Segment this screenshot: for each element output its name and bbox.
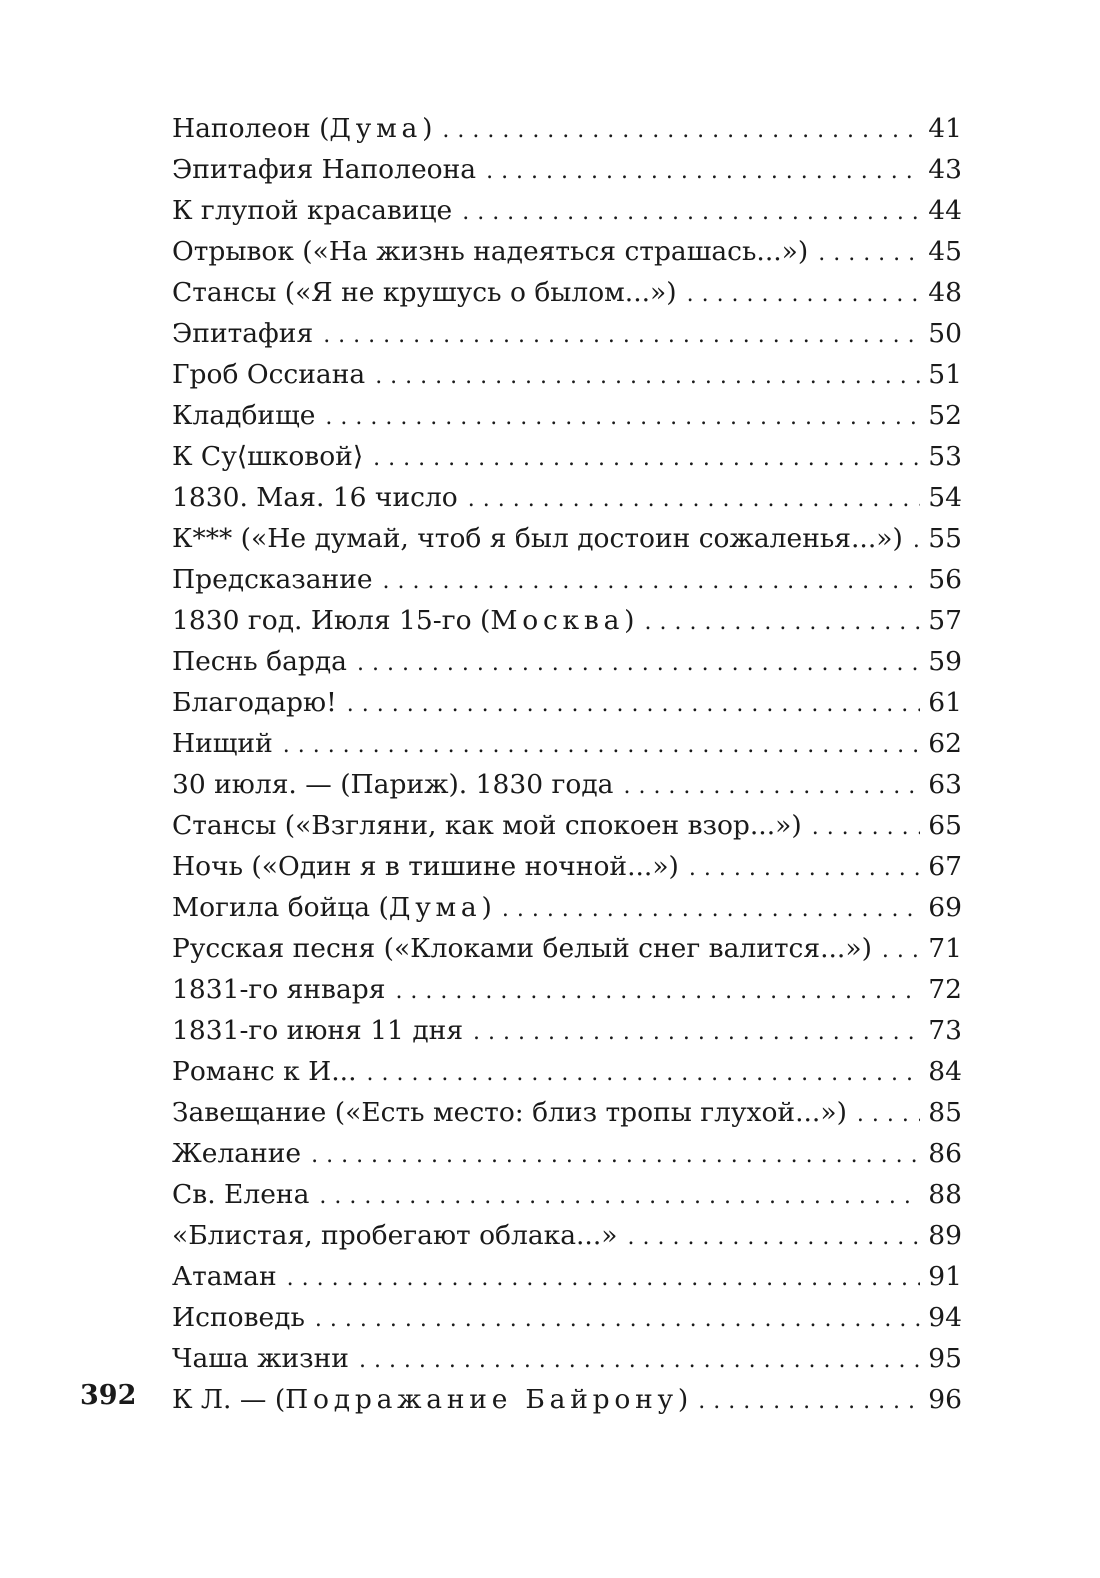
toc-entry-title (172, 1338, 349, 1379)
toc-entry (172, 559, 962, 600)
toc-entry-page: 59 (928, 646, 962, 677)
toc-entry-page: 96 (928, 1384, 962, 1415)
toc-entry-title (172, 600, 635, 641)
toc-entry-page: 43 (928, 154, 962, 185)
toc-entry-title-text: Эпитафия (172, 318, 314, 349)
toc-entry (172, 805, 962, 846)
dot-leader (687, 274, 920, 315)
toc-entry-page: 86 (928, 1138, 962, 1169)
toc-entry-title (172, 969, 385, 1010)
toc-entry (172, 1256, 962, 1297)
toc-entry-page: 44 (928, 195, 962, 226)
toc-entry (172, 149, 962, 190)
toc-entry-title-text: К глупой красавице (172, 195, 453, 226)
toc-entry-title-text: Желание (172, 1138, 302, 1169)
toc-entry (172, 354, 962, 395)
toc-entry-page: 69 (928, 892, 962, 923)
toc-entry-title-text: Гроб Оссиана (172, 359, 366, 390)
dot-leader (882, 930, 920, 971)
dot-leader (623, 766, 920, 807)
toc-entry-title-text: 1830 год. Июля 15-го ( (172, 605, 491, 636)
toc-entry-page: 67 (928, 851, 962, 882)
toc-entry-title-text: Кладбище (172, 400, 316, 431)
toc-entry-page: 50 (928, 318, 962, 349)
dot-leader (812, 807, 920, 848)
toc-entry-title-spaced: Дума (388, 892, 482, 923)
dot-leader (319, 1176, 920, 1217)
toc-entry (172, 641, 962, 682)
toc-entry (172, 846, 962, 887)
toc-entry-title-text: Нищий (172, 728, 273, 759)
toc-entry-title (172, 149, 476, 190)
toc-entry (172, 1092, 962, 1133)
toc-entry-page: 71 (928, 933, 962, 964)
toc-entry-page: 53 (928, 441, 962, 472)
dot-leader (347, 684, 920, 725)
toc-entry-title (172, 354, 365, 395)
dot-leader (473, 1012, 920, 1053)
dot-leader (395, 971, 920, 1012)
toc-entry-title (172, 313, 313, 354)
dot-leader (468, 479, 920, 520)
dot-leader (442, 110, 920, 151)
dot-leader (323, 315, 920, 356)
toc-entry-title-text: Завещание («Есть место: близ тропы глухой...») (172, 1097, 847, 1128)
toc-entry-title (172, 108, 432, 149)
toc-entry-title-text: К*** («Не думай, чтоб я был достоин сожаленья...») (172, 523, 903, 554)
dot-leader (373, 438, 920, 479)
toc-entry-title-text: К Су⟨шковой⟩ (172, 441, 364, 472)
toc-entry-title-after: ) (481, 892, 492, 923)
toc-entry-title (172, 1297, 305, 1338)
toc-entry (172, 190, 962, 231)
toc-entry (172, 600, 962, 641)
toc-entry-page: 51 (928, 359, 962, 390)
toc-entry-title (172, 1215, 618, 1256)
toc-entry (172, 1297, 962, 1338)
toc-entry-page: 72 (928, 974, 962, 1005)
toc-entry-title-after: ) (624, 605, 635, 636)
toc-entry-title (172, 682, 337, 723)
toc-entry-title-text: 30 июля. — (Париж). 1830 года (172, 769, 614, 800)
dot-leader (913, 520, 920, 561)
toc-entry (172, 1338, 962, 1379)
toc-entry-title-spaced: Москва (490, 605, 625, 636)
toc-entry-title (172, 518, 903, 559)
toc-entry-title (172, 764, 613, 805)
toc-entry-page: 91 (928, 1261, 962, 1292)
dot-leader (486, 151, 920, 192)
page-number: 392 (80, 1380, 137, 1411)
toc-entry (172, 1379, 962, 1420)
toc-entry-title-text: Чаша жизни (172, 1343, 349, 1374)
toc-entry-page: 88 (928, 1179, 962, 1210)
toc-entry-title (172, 1010, 463, 1051)
toc-entry-page: 41 (928, 113, 962, 144)
dot-leader (359, 1340, 920, 1381)
toc-entry (172, 395, 962, 436)
toc-entry-title (172, 395, 315, 436)
dot-leader (462, 192, 920, 233)
toc-entry-title-text: Отрывок («На жизнь надеяться страшась...») (172, 236, 809, 267)
toc-entry (172, 272, 962, 313)
toc-entry-page: 65 (928, 810, 962, 841)
toc-entry-title-text: Стансы («Взгляни, как мой спокоен взор...») (172, 810, 802, 841)
toc-entry-title (172, 1379, 688, 1420)
toc-entry (172, 1133, 962, 1174)
toc-entry-title-text: Св. Елена (172, 1179, 310, 1210)
dot-leader (645, 602, 921, 643)
toc-entry (172, 1215, 962, 1256)
toc-entry-title-text: Стансы («Я не крушусь о былом...») (172, 277, 677, 308)
toc-entry-title-text: Могила бойца ( (172, 892, 389, 923)
toc-entry (172, 1051, 962, 1092)
toc-entry-title (172, 887, 492, 928)
toc-entry-title (172, 477, 458, 518)
toc-entry (172, 969, 962, 1010)
toc-entry-title (172, 846, 679, 887)
toc-entry-page: 95 (928, 1343, 962, 1374)
dot-leader (818, 233, 920, 274)
toc-entry-title-spaced: Дума (329, 113, 423, 144)
dot-leader (502, 889, 920, 930)
toc-entry (172, 518, 962, 559)
toc-entry-page: 85 (928, 1097, 962, 1128)
toc-entry-page: 57 (928, 605, 962, 636)
toc-entry-title (172, 1133, 301, 1174)
toc-entry (172, 477, 962, 518)
toc-entry-title-text: Песнь барда (172, 646, 347, 677)
dot-leader (375, 356, 920, 397)
toc-entry-title-text: 1831-го января (172, 974, 386, 1005)
toc-entry-page: 54 (928, 482, 962, 513)
toc-entry-page: 61 (928, 687, 962, 718)
toc-entry (172, 723, 962, 764)
toc-entry (172, 108, 962, 149)
dot-leader (367, 1053, 921, 1094)
toc-entry (172, 928, 962, 969)
toc-entry-title-text: Русская песня («Клоками белый снег валится...») (172, 933, 872, 964)
toc-entry-title-text: Ночь («Один я в тишине ночной...») (172, 851, 679, 882)
dot-leader (315, 1299, 920, 1340)
toc-entry-title (172, 190, 452, 231)
toc-entry-page: 89 (928, 1220, 962, 1251)
toc-entry-title (172, 641, 347, 682)
toc-entry-page: 56 (928, 564, 962, 595)
toc-entry-title-text: Предсказание (172, 564, 373, 595)
toc-entry-title-text: 1830. Мая. 16 число (172, 482, 458, 513)
toc-entry-title-after: ) (677, 1384, 689, 1415)
toc-entry-title-text: Благодарю! (172, 687, 337, 718)
dot-leader (283, 725, 920, 766)
toc-entry-title (172, 1092, 847, 1133)
toc-entry (172, 231, 962, 272)
toc-entry-title (172, 272, 677, 313)
dot-leader (287, 1258, 920, 1299)
toc-entry (172, 1174, 962, 1215)
toc-entry-title-text: Эпитафия Наполеона (172, 154, 477, 185)
toc-entry-title (172, 723, 273, 764)
dot-leader (383, 561, 920, 602)
dot-leader (698, 1381, 920, 1422)
toc-entry-title (172, 1256, 277, 1297)
toc-entry-title (172, 928, 872, 969)
table-of-contents (172, 108, 962, 1420)
dot-leader (689, 848, 920, 889)
toc-entry (172, 436, 962, 477)
toc-entry-title-text: Атаман (172, 1261, 277, 1292)
toc-entry (172, 1010, 962, 1051)
toc-entry-title-text: Исповедь (172, 1302, 305, 1333)
toc-entry-title-text: 1831-го июня 11 дня (172, 1015, 464, 1046)
toc-entry-page: 73 (928, 1015, 962, 1046)
dot-leader (325, 397, 920, 438)
toc-entry-page: 45 (928, 236, 962, 267)
dot-leader (628, 1217, 921, 1258)
toc-entry (172, 313, 962, 354)
dot-leader (357, 643, 920, 684)
toc-entry-title-spaced: Подражание Байрону (285, 1384, 678, 1415)
toc-entry-title (172, 1174, 309, 1215)
toc-entry-title-text: Наполеон ( (172, 113, 330, 144)
toc-entry-title (172, 1051, 357, 1092)
toc-entry-title-text: Романс к И... (172, 1056, 357, 1087)
toc-entry-page: 52 (928, 400, 962, 431)
toc-entry (172, 887, 962, 928)
toc-entry-page: 84 (928, 1056, 962, 1087)
toc-entry (172, 682, 962, 723)
toc-entry-page: 48 (928, 277, 962, 308)
toc-entry-title-text: «Блистая, пробегают облака...» (172, 1220, 618, 1251)
toc-entry-title (172, 805, 802, 846)
toc-entry-page: 62 (928, 728, 962, 759)
dot-leader (857, 1094, 920, 1135)
toc-entry-title-text: К Л. — ( (172, 1384, 286, 1415)
toc-entry-title (172, 559, 373, 600)
toc-entry-page: 55 (928, 523, 962, 554)
dot-leader (311, 1135, 920, 1176)
toc-entry-page: 94 (928, 1302, 962, 1333)
toc-entry-title (172, 436, 363, 477)
toc-entry-page: 63 (928, 769, 962, 800)
toc-entry-title (172, 231, 808, 272)
toc-entry (172, 764, 962, 805)
toc-entry-title-after: ) (422, 113, 433, 144)
